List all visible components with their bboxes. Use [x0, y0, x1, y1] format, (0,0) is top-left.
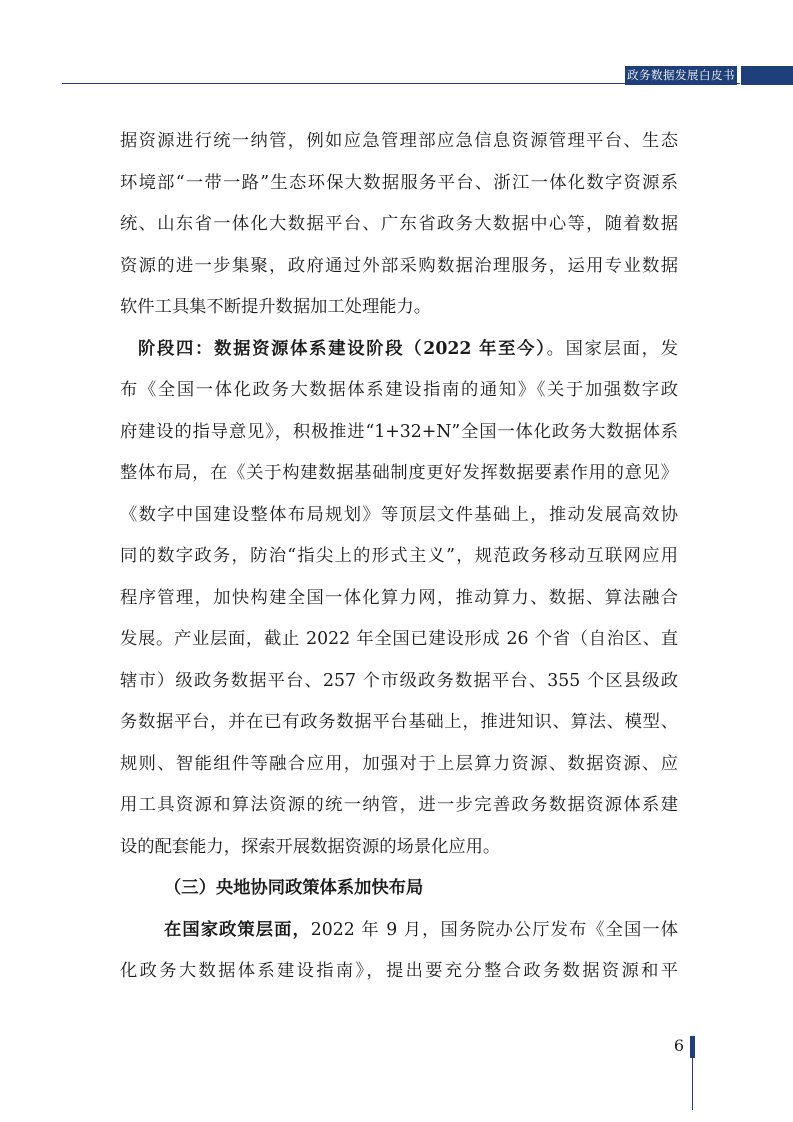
text-line: 资源的进一步集聚，政府通过外部采购数据治理服务，运用专业数据 — [120, 255, 678, 276]
text-line: 同的数字政务，防治“指尖上的形式主义”，规范政务移动互联网应用 — [120, 546, 678, 566]
stage-four-heading: 阶段四：数据资源体系建设阶段（2022 年至今） — [138, 338, 547, 359]
text-span: 2022 年 9 月，国务院办公厅发布《全国一体 — [310, 919, 678, 940]
page-number: 6 — [673, 1036, 684, 1055]
paragraph-lead-line — [120, 329, 678, 371]
text-line: 整体布局，在《关于构建数据基础制度更好发挥数据要素作用的意见》 — [120, 463, 678, 483]
text-line: 设的配套能力，探索开展数据资源的场景化应用。 — [120, 836, 501, 857]
document-body — [120, 121, 678, 993]
text-line: 务数据平台，并在已有政务数据平台基础上，推进知识、算法、模型、 — [120, 712, 678, 732]
header-rule — [62, 83, 740, 84]
text-line: 环境部“一带一路”生态环保大数据服务平台、浙江一体化数字资源系 — [120, 172, 678, 193]
page-number-bar — [690, 1036, 695, 1058]
header-accent-bar — [741, 66, 793, 85]
paragraph-lead-line — [120, 910, 678, 952]
text-line: 程序管理，加快构建全国一体化算力网，推动算力、数据、算法融合 — [120, 587, 678, 608]
text-line: 据资源进行统一纳管，例如应急管理部应急信息资源管理平台、生态 — [120, 131, 678, 151]
text-line: 规则、智能组件等融合应用，加强对于上层算力资源、数据资源、应 — [120, 753, 678, 774]
text-line: 辖市）级政务数据平台、257 个市级政务数据平台、355 个区县级政 — [120, 670, 678, 691]
paragraph-lead: 在国家政策层面， — [164, 919, 311, 940]
header-title: 政务数据发展白皮书 — [625, 66, 737, 85]
section-title: （三）央地协同政策体系加快布局 — [164, 878, 424, 898]
text-line: 软件工具集不断提升数据加工处理能力。 — [120, 297, 432, 317]
text-line: 统、山东省一体化大数据平台、广东省政务大数据中心等，随着数据 — [120, 214, 678, 234]
text-line: 《数字中国建设整体布局规划》等顶层文件基础上，推动发展高效协 — [120, 504, 678, 525]
text-line: 布《全国一体化政务大数据体系建设指南的通知》《关于加强数字政 — [120, 380, 678, 400]
text-span: 。国家层面，发 — [546, 338, 678, 359]
text-line: 发展。产业层面，截止 2022 年全国已建设形成 26 个省（自治区、直 — [120, 629, 678, 649]
text-line: 府建设的指导意见》，积极推进“1+32+N”全国一体化政务大数据体系 — [120, 421, 678, 442]
page-rule — [692, 1058, 693, 1110]
text-line: 用工具资源和算法资源的统一纳管，进一步完善政务数据资源体系建 — [120, 795, 678, 815]
text-line: 化政务大数据体系建设指南》，提出要充分整合政务数据资源和平 — [120, 961, 678, 981]
